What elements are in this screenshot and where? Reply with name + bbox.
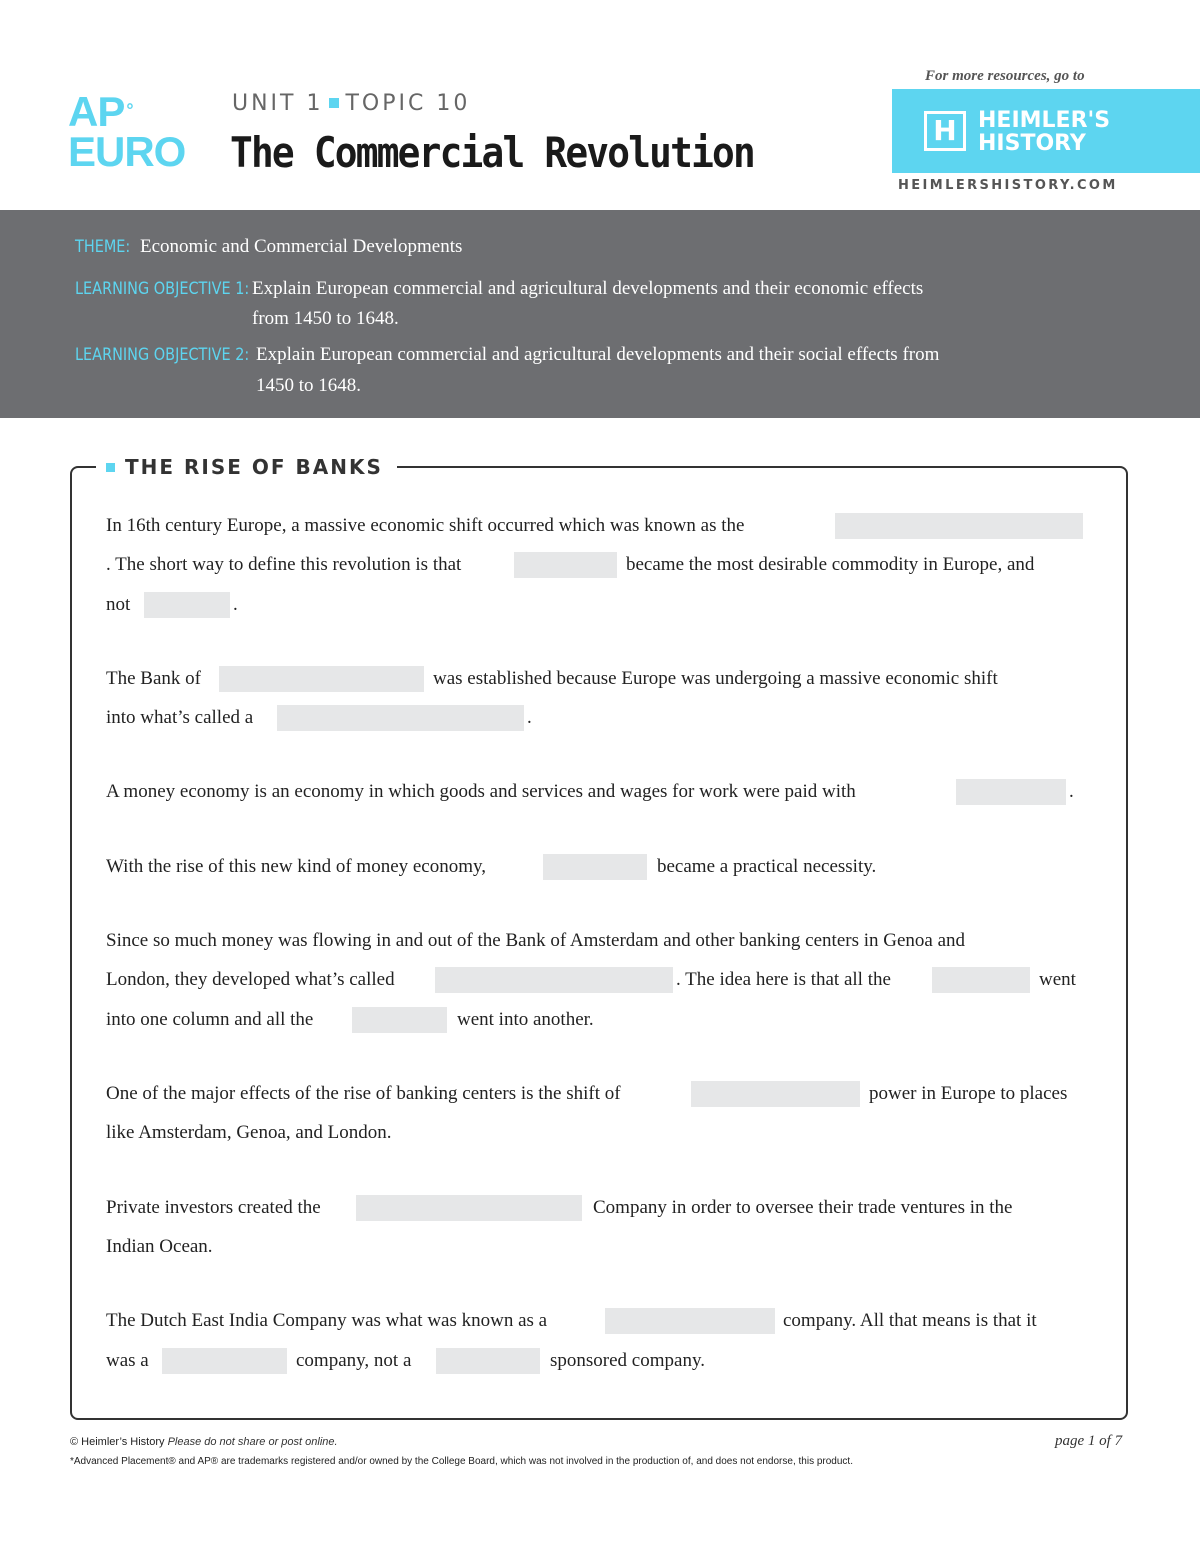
theme-label: THEME: [75,237,131,257]
p3-line1-text-a: A money economy is an economy in which goods and services and wages for work were paid with [106,781,856,802]
p3-line1-text-b: . [1069,781,1074,802]
blank-money-economy[interactable] [277,705,524,731]
blank-dutch-east-india[interactable] [356,1195,582,1221]
p6-line2-text: like Amsterdam, Genoa, and London. [106,1122,392,1143]
blank-land[interactable] [144,592,230,618]
p5-line3-text-a: into one column and all the [106,1009,314,1030]
lo1-label: LEARNING OBJECTIVE 1: [75,279,250,299]
p8-line1-text-b: company. All that means is that it [783,1310,1037,1331]
heimlers-h-logo-icon: H [924,111,966,151]
p8-line2-text-b: company, not a [296,1350,412,1371]
brand-line-1: HEIMLER'S [978,108,1111,133]
blank-state[interactable] [436,1348,540,1374]
logo-reg-mark: ° [126,100,133,120]
p7-line1-text-b: Company in order to oversee their trade ventures in the [593,1197,1013,1218]
p8-line2-text-c: sponsored company. [550,1350,705,1371]
p7-line2-text: Indian Ocean. [106,1236,213,1257]
p7-line1-text-a: Private investors created the [106,1197,321,1218]
blank-economic[interactable] [691,1081,860,1107]
logo-ap: AP [68,88,125,135]
p5-line1-text: Since so much money was flowing in and out of the Bank of Amsterdam and other banking centers in Genoa and [106,930,966,951]
p1-line2-text-a: . The short way to define this revolution is that [106,554,462,575]
resources-note: For more resources, go to [925,68,1085,84]
lo2-text-line1: Explain European commercial and agricultural developments and their social effects from [256,344,940,365]
blank-private[interactable] [162,1348,287,1374]
blank-banking[interactable] [543,854,647,880]
blank-money[interactable] [514,552,617,578]
p2-line1-text-b: was established because Europe was undergoing a massive economic shift [433,668,998,689]
theme-banner [0,210,1200,418]
blank-currency[interactable] [956,779,1066,805]
p2-line2-text-a: into what’s called a [106,707,254,728]
section-title: THE RISE OF BANKS [125,455,383,479]
p2-line1-text-a: The Bank of [106,668,201,689]
section-heading [96,452,397,482]
theme-text: Economic and Commercial Developments [140,236,463,257]
page-number: page 1 of 7 [1055,1433,1123,1449]
page-title: The Commercial Revolution [230,128,754,177]
p5-line2-text-a: London, they developed what’s called [106,969,395,990]
lo2-text-line2: 1450 to 1648. [256,375,362,396]
footer-copyright [70,1436,338,1448]
blank-commercial-revolution[interactable] [835,513,1083,539]
blank-double-entry-bookkeeping[interactable] [435,967,673,993]
p5-line3-text-b: went into another. [457,1009,594,1030]
p1-line1-text: In 16th century Europe, a massive economic shift occurred which was known as the [106,515,745,536]
blank-credits[interactable] [932,967,1030,993]
unit-label: UNIT 1 [232,91,324,116]
square-bullet-icon [106,463,115,472]
p8-line1-text-a: The Dutch East India Company was what was known as a [106,1310,548,1331]
copyright-text: © Heimler’s History [70,1436,165,1448]
p4-line1-text-a: With the rise of this new kind of money economy, [106,856,487,877]
share-note: Please do not share or post online. [167,1436,338,1448]
p5-line2-text-b: . The idea here is that all the [676,969,891,990]
footer-disclaimer: *Advanced Placement® and AP® are trademarks registered and/or owned by the College Board, which was not involved in the production of, and does not endorse, this product. [70,1456,853,1467]
p1-line2-text-b: became the most desirable commodity in Europe, and [626,554,1035,575]
p6-line1-text-a: One of the major effects of the rise of banking centers is the shift of [106,1083,621,1104]
p6-line1-text-b: power in Europe to places [869,1083,1068,1104]
topic-label: TOPIC 10 [345,91,471,116]
square-bullet-icon [329,98,339,108]
site-url-link[interactable]: HEIMLERSHISTORY.COM [898,178,1118,193]
blank-joint-stock[interactable] [605,1308,775,1334]
p4-line1-text-b: became a practical necessity. [657,856,877,877]
p8-line2-text-a: was a [106,1350,149,1371]
p2-line2-text-b: . [527,707,532,728]
brand-line-2: HISTORY [978,131,1086,156]
unit-topic-line [232,91,470,116]
p1-line3-text-b: . [233,594,238,615]
blank-amsterdam[interactable] [219,666,424,692]
lo1-text-line2: from 1450 to 1648. [252,308,399,329]
ap-euro-logo [68,88,213,175]
p1-line3-text-a: not [106,594,131,615]
logo-euro: EURO [68,128,186,175]
blank-debits[interactable] [352,1007,447,1033]
p5-line2-text-c: went [1039,969,1076,990]
lo2-label: LEARNING OBJECTIVE 2: [75,345,250,365]
heimlers-history-brand[interactable] [892,89,1200,173]
lo1-text-line1: Explain European commercial and agricultural developments and their economic effects [252,278,924,299]
